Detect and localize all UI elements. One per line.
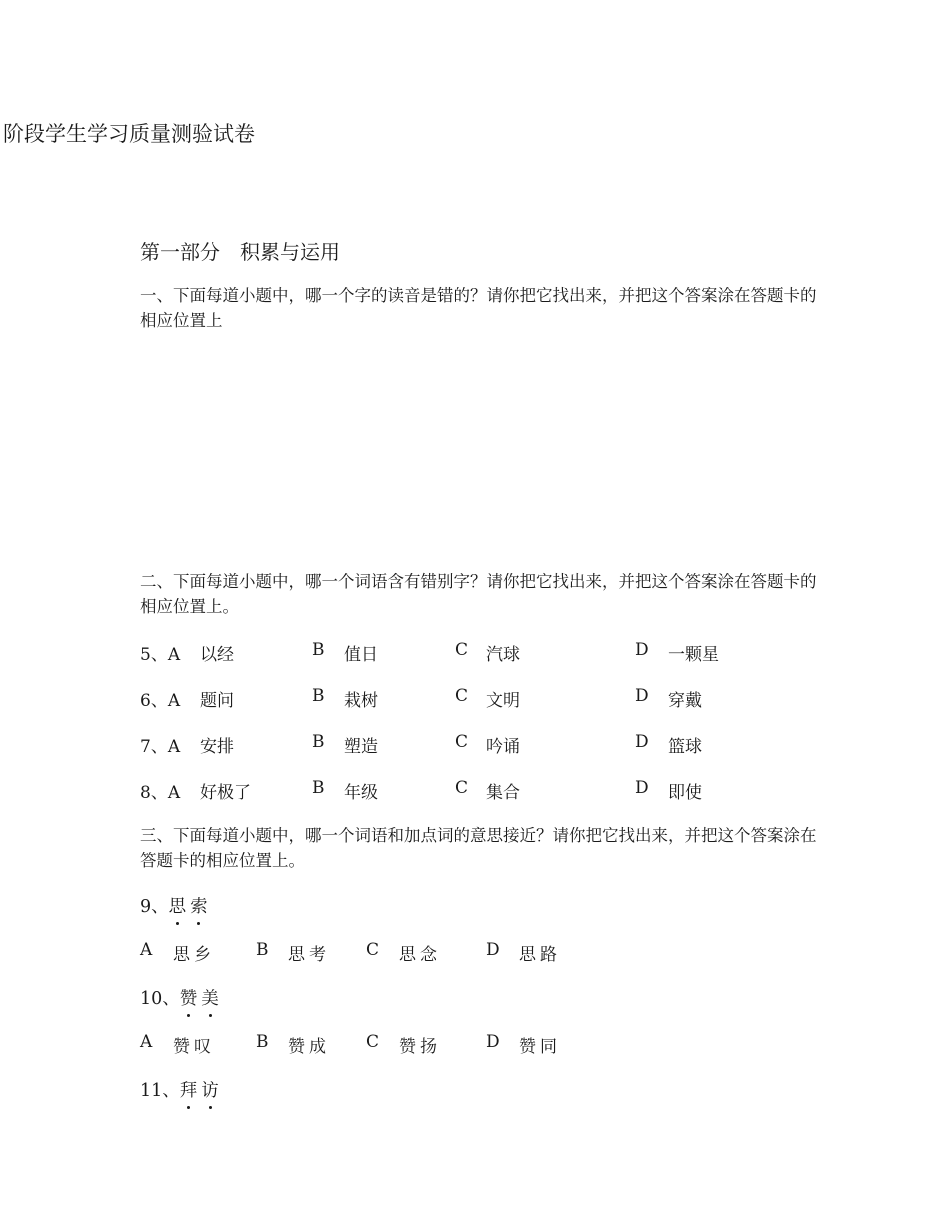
option-letter: B	[312, 778, 325, 798]
dotted-char: 索	[190, 893, 208, 918]
question-10-head	[140, 985, 223, 1010]
question-number: 10、	[140, 989, 180, 1009]
option-letter: B	[256, 1032, 273, 1052]
question-number: 8、A	[140, 783, 181, 803]
question-10-options	[140, 1032, 830, 1056]
option-c: 赞扬	[399, 1037, 441, 1057]
option-d: 篮球	[668, 737, 702, 757]
option-d: 一颗星	[668, 645, 719, 665]
option-letter: C	[455, 640, 469, 660]
dotted-char: 访	[201, 1077, 219, 1102]
option-c: 思念	[399, 945, 441, 965]
option-letter: C	[366, 1032, 384, 1052]
option-b: 塑造	[344, 737, 378, 757]
option-letter: B	[312, 640, 325, 660]
option-a: 安排	[200, 737, 234, 757]
question-row	[140, 732, 830, 756]
option-a: 以经	[200, 645, 234, 665]
question-9-head	[140, 893, 212, 918]
option-letter: A	[140, 1032, 157, 1052]
option-letter: B	[312, 732, 325, 752]
option-a: 好极了	[200, 783, 251, 803]
option-c: 汽球	[486, 645, 520, 665]
option-d: 赞同	[519, 1037, 561, 1057]
option-b: 思考	[288, 945, 330, 965]
option-d: 思路	[519, 945, 561, 965]
question-11-head	[140, 1077, 223, 1102]
exam-title: 阶段学生学习质量测验试卷	[3, 122, 255, 146]
question-number: 5、A	[140, 645, 181, 665]
option-a: 题问	[200, 691, 234, 711]
question-9-options	[140, 940, 830, 964]
option-d: 即使	[668, 783, 702, 803]
option-letter: C	[366, 940, 384, 960]
option-letter: D	[635, 778, 649, 798]
question-number: 9、	[140, 897, 169, 917]
option-a: 赞叹	[173, 1037, 215, 1057]
option-d: 穿戴	[668, 691, 702, 711]
question-number: 7、A	[140, 737, 181, 757]
option-letter: D	[635, 732, 649, 752]
option-b: 值日	[344, 645, 378, 665]
part-heading: 第一部分 积累与运用	[140, 240, 340, 264]
question-row	[140, 686, 830, 710]
dotted-char: 拜	[180, 1077, 198, 1102]
option-letter: C	[455, 732, 469, 752]
question-row	[140, 640, 830, 664]
option-letter: B	[312, 686, 325, 706]
section-instruction-1: 一、下面每道小题中，哪一个字的读音是错的？请你把它找出来，并把这个答案涂在答题卡的相应位置上	[140, 286, 817, 330]
option-letter: B	[256, 940, 273, 960]
dotted-char: 美	[201, 985, 219, 1010]
question-number: 11、	[140, 1081, 180, 1101]
option-letter: D	[486, 940, 504, 960]
option-letter: D	[635, 686, 649, 706]
option-c: 集合	[486, 783, 520, 803]
option-b: 年级	[344, 783, 378, 803]
option-letter: A	[140, 940, 157, 960]
question-row	[140, 778, 830, 802]
option-b: 赞成	[288, 1037, 330, 1057]
option-c: 吟诵	[486, 737, 520, 757]
option-letter: D	[635, 640, 649, 660]
question-number: 6、A	[140, 691, 181, 711]
dotted-char: 思	[169, 893, 187, 918]
option-b: 栽树	[344, 691, 378, 711]
option-letter: D	[486, 1032, 504, 1052]
section-instruction-3: 三、下面每道小题中，哪一个词语和加点词的意思接近？请你把它找出来，并把这个答案涂在答题卡的相应位置上。	[140, 826, 817, 870]
option-c: 文明	[486, 691, 520, 711]
section-instruction-2: 二、下面每道小题中，哪一个词语含有错别字？请你把它找出来，并把这个答案涂在答题卡的相应位置上。	[140, 572, 817, 616]
option-letter: C	[455, 778, 469, 798]
dotted-char: 赞	[180, 985, 198, 1010]
option-a: 思乡	[173, 945, 215, 965]
option-letter: C	[455, 686, 469, 706]
